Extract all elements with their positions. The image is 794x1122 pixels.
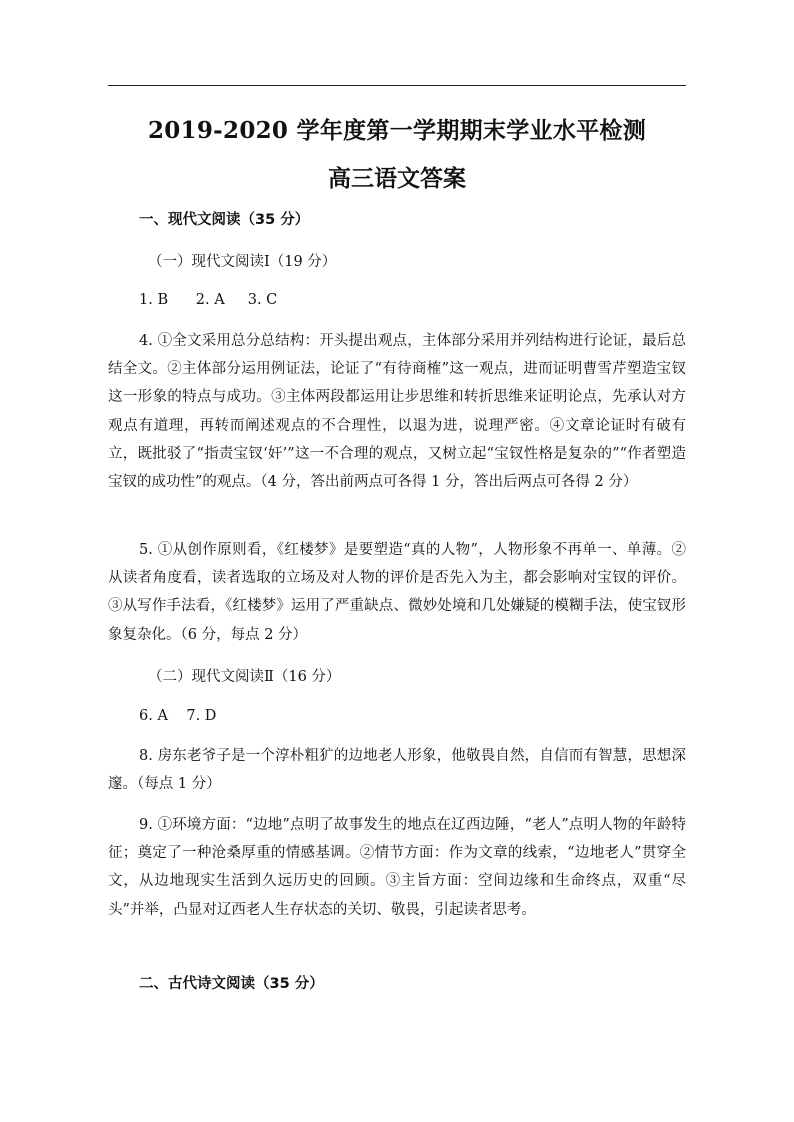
section-heading-modern-reading: 一、现代文阅读（35 分） — [139, 212, 310, 228]
document-subtitle: 高三语文答案 — [328, 165, 466, 192]
section-heading-classical-reading: 二、古代诗文阅读（35 分） — [139, 976, 324, 992]
answers-1-3: 1. B 2. A 3. C — [139, 292, 278, 308]
header-rule — [108, 85, 686, 86]
answer-8: 8. 房东老爷子是一个淳朴粗犷的边地老人形象，他敬畏自然，自信而有智慧，思想深邃。（每点 1 分） — [108, 748, 686, 793]
answer-9: 9. ①环境方面：“边地”点明了故事发生的地点在辽西边陲，“老人”点明人物的年龄特征；奠定了一种沧桑厚重的情感基调。②情节方面：作为文章的线索，“边地老人”贯穿全文，从边地现实生活到久远历史的回顾。③主旨方面：空间边缘和生命终点，双重“尽头”并举，凸显对辽西老人生存状态的关切、敬畏，引起读者思考。 — [108, 817, 686, 918]
subsection-heading-reading-2: （二）现代文阅读Ⅱ（16 分） — [148, 669, 341, 685]
answer-4: 4. ①全文采用总分总结构：开头提出观点，主体部分采用并列结构进行论证，最后总结全文。②主体部分运用例证法，论证了“有待商榷”这一观点，进而证明曹雪芹塑造宝钗这一形象的特点与成功。③主体两段都运用让步思维和转折思维来证明论点，先承认对方观点有道理，再转而阐述观点的不合理性，以退为进，说理严密。④文章论证时有破有立，既批驳了“指责宝钗‘奸’”这一不合理的观点，又树立起“宝钗性格是复杂的”“作者塑造宝钗的成功性”的观点。（4 分，答出前两点可各得 1 分，答出后两点可各得 2 分） — [108, 333, 686, 491]
answer-5: 5. ①从创作原则看，《红楼梦》是要塑造“真的人物”，人物形象不再单一、单薄。②从读者角度看，读者选取的立场及对人物的评价是否先入为主，都会影响对宝钗的评价。③从写作手法看，《红楼梦》运用了严重缺点、微妙处境和几处嫌疑的模糊手法，使宝钗形象复杂化。（6 分，每点 2 分） — [108, 542, 686, 643]
answers-6-7: 6. A 7. D — [139, 708, 217, 724]
document-title: 2019-2020 学年度第一学期期末学业水平检测 — [147, 117, 647, 144]
subsection-heading-reading-1: （一）现代文阅读Ⅰ（19 分） — [148, 254, 337, 270]
